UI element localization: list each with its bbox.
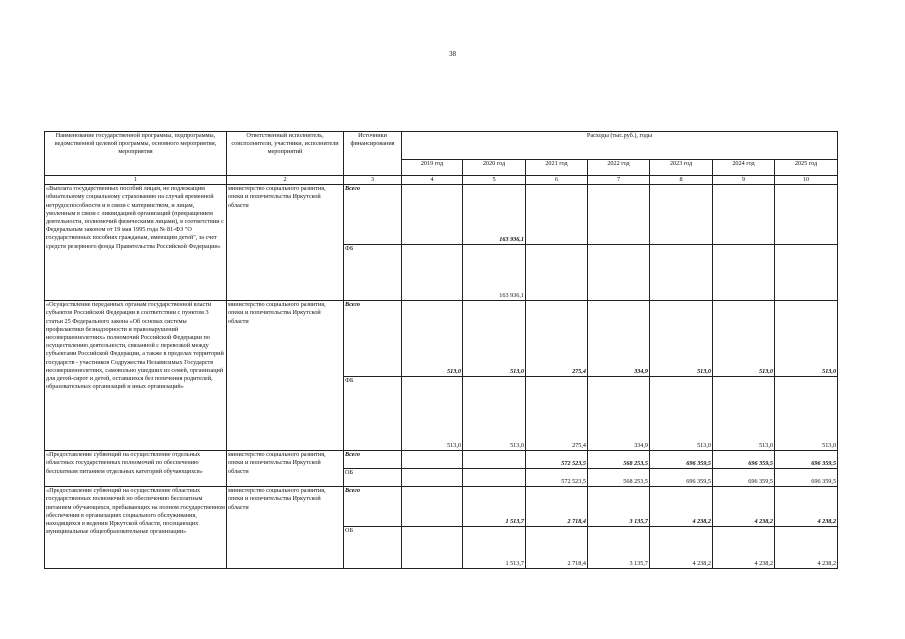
expense-value: 568 253,5 [588,469,650,487]
expense-value: 334,9 [588,301,650,377]
expense-value: 4 238,2 [650,487,713,527]
measure-name: «Выплата государственных пособий лицам, не подлежащим обязательному социальному страхованию на случай временной нетрудоспособности и в связи с материнством, и лицам, уволенным в связи с ликвидацией организаций (прекращением деятельности, полномочий физическими лицами), в соответствии с Федеральным законом от 19 мая 1995 года № 81-ФЗ "О государственных пособиях гражданам, имеющим детей", за счет средств резервного фонда Правительства Российской Федерации» [45,185,227,301]
expense-value [650,245,713,301]
expense-value: 2 718,4 [526,487,588,527]
funding-source: ФБ [344,245,402,301]
expense-value [713,185,775,245]
expense-value: 4 238,2 [713,527,775,569]
expense-value: 696 359,5 [713,451,775,469]
expense-value: 513,0 [713,377,775,451]
expense-value: 1 513,7 [463,487,526,527]
expense-value [526,185,588,245]
funding-source: ОБ [344,469,402,487]
expense-value: 3 135,7 [588,527,650,569]
expense-value [775,185,838,245]
header-executor: Ответственный исполнитель, соисполнители, участники, исполнители мероприятий [227,132,344,176]
funding-source: ФБ [344,377,402,451]
column-number: 7 [588,176,650,185]
expense-value: 513,0 [650,377,713,451]
expense-value: 513,0 [775,377,838,451]
expense-value: 4 238,2 [713,487,775,527]
column-number: 10 [775,176,838,185]
expense-value [402,487,463,527]
expense-value: 513,0 [775,301,838,377]
expense-value [588,245,650,301]
executor: министерство социального развития, опеки и попечительства Иркутской области [227,451,344,487]
header-year: 2019 год [402,160,463,176]
page-number: 38 [449,50,456,58]
expense-value [402,185,463,245]
funding-source: Всего [344,185,402,245]
funding-source: ОБ [344,527,402,569]
column-number: 4 [402,176,463,185]
measure-name: «Осуществление переданных органам государственной власти субъектов Российской Федерации в соответствии с пунктом 3 статьи 25 Федерального закона «Об основах системы профилактики безнадзорности и правонарушений несовершеннолетних» полномочий Российской Федерации по осуществлению деятельности, связанной с перевозкой между субъектами Российской Федерации, а также в пределах территорий государств - участников Содружества Независимых Государств несовершеннолетних, самовольно ушедших из семей, организаций для детей-сирот и детей, оставшихся без попечения родителей, образовательных организаций и иных организаций» [45,301,227,451]
expense-value: 572 523,5 [526,469,588,487]
column-number: 9 [713,176,775,185]
column-number: 5 [463,176,526,185]
expense-value [402,245,463,301]
expense-value [713,245,775,301]
table-row [45,487,838,527]
column-number: 8 [650,176,713,185]
expense-value: 163 936,1 [463,245,526,301]
expense-value [402,469,463,487]
executor: министерство социального развития, опеки и попечительства Иркутской области [227,301,344,451]
column-number: 1 [45,176,227,185]
header-year: 2021 год [526,160,588,176]
expense-value: 513,0 [713,301,775,377]
expense-value [650,185,713,245]
column-number: 6 [526,176,588,185]
header-name: Наименование государственной программы, подпрограммы, ведомственной целевой программы, основного мероприятия, мероприятия [45,132,227,176]
expense-value: 2 718,4 [526,527,588,569]
expense-value: 696 359,5 [650,469,713,487]
expense-value: 334,9 [588,377,650,451]
expense-value [463,469,526,487]
expense-value: 568 253,5 [588,451,650,469]
expense-value: 696 359,5 [650,451,713,469]
column-number: 2 [227,176,344,185]
budget-table [44,131,838,569]
expense-value: 3 135,7 [588,487,650,527]
measure-name: «Предоставление субвенций на осуществление отдельных областных государственных полномочий по обеспечению бесплатным питанием отдельных категорий обучающихся» [45,451,227,487]
column-number: 3 [344,176,402,185]
table-row [45,451,838,469]
funding-source: Всего [344,487,402,527]
expense-value [588,185,650,245]
header-source: Источники финансирования [344,132,402,176]
expense-value: 696 359,5 [775,469,838,487]
expense-value: 513,0 [463,377,526,451]
funding-source: Всего [344,301,402,377]
header-year: 2023 год [650,160,713,176]
expense-value [402,451,463,469]
header-year: 2020 год [463,160,526,176]
expense-value [402,527,463,569]
executor: министерство социального развития, опеки и попечительства Иркутской области [227,487,344,569]
header-year: 2025 год [775,160,838,176]
expense-value: 696 359,5 [775,451,838,469]
expense-value: 513,0 [650,301,713,377]
header-expenses: Расходы (тыс.руб.), годы [402,132,838,160]
expense-value: 163 936,1 [463,185,526,245]
expense-value: 275,4 [526,301,588,377]
table-row [45,185,838,245]
expense-value: 1 513,7 [463,527,526,569]
table-row [45,301,838,377]
executor: министерство социального развития, опеки и попечительства Иркутской области [227,185,344,301]
funding-source: Всего [344,451,402,469]
expense-value [526,245,588,301]
expense-value: 513,0 [402,377,463,451]
header-year: 2024 год [713,160,775,176]
expense-value: 4 238,2 [650,527,713,569]
expense-value: 572 523,5 [526,451,588,469]
header-year: 2022 год [588,160,650,176]
expense-value: 513,0 [402,301,463,377]
expense-value: 513,0 [463,301,526,377]
measure-name: «Предоставление субвенций на осуществление областных государственных полномочий по обеспечению бесплатным питанием обучающихся, пребывающих на полном государственном обеспечении в организациях социального обслуживания, находящихся в ведении Иркутской области, посещающих муниципальные общеобразовательные организации» [45,487,227,569]
expense-value: 4 238,2 [775,487,838,527]
expense-value: 275,4 [526,377,588,451]
expense-value: 4 238,2 [775,527,838,569]
expense-value [463,451,526,469]
expense-value [775,245,838,301]
expense-value: 696 359,5 [713,469,775,487]
